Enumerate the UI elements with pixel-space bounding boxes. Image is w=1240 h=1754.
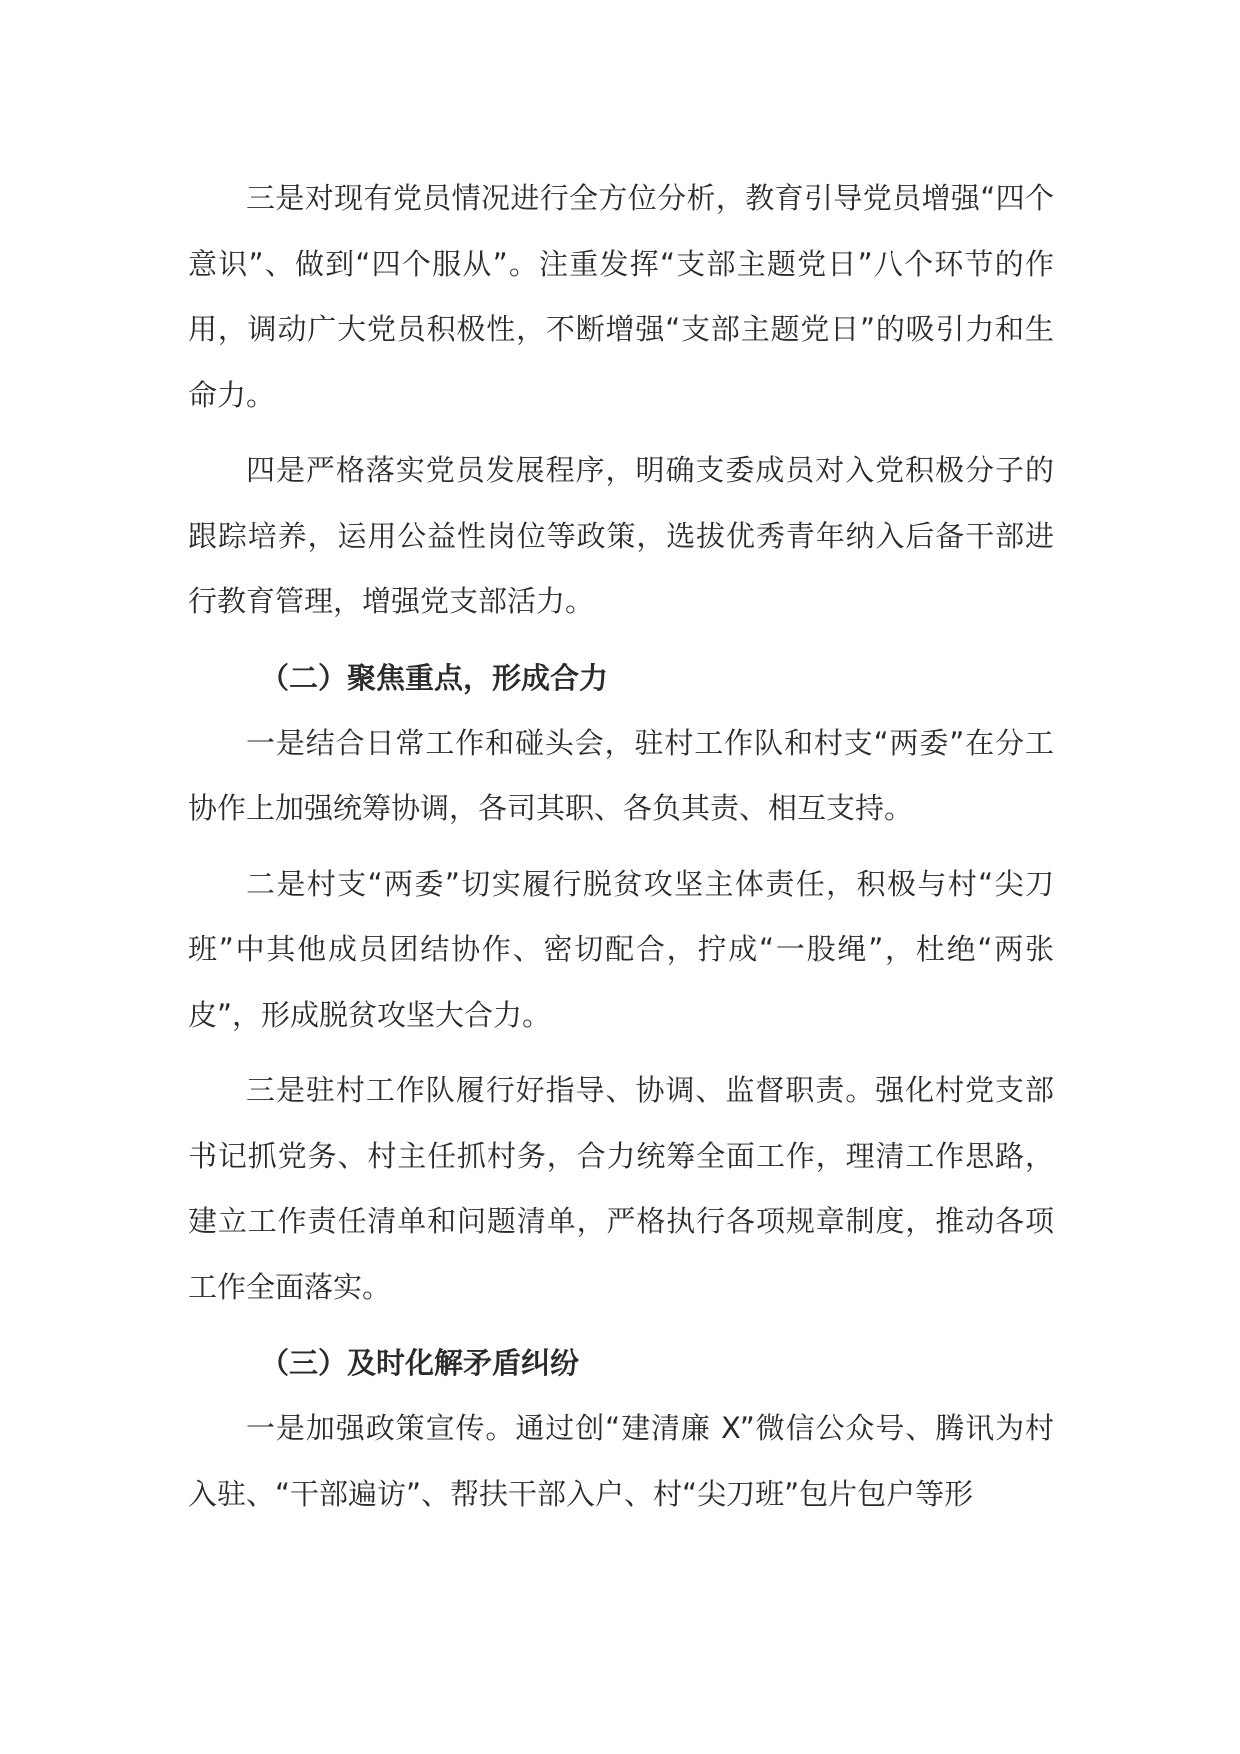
paragraph-party-member-analysis: 三是对现有党员情况进行全方位分析，教育引导党员增强“四个意识”、做到“四个服从”。注重发挥“支部主题党日”八个环节的作用，调动广大党员积极性，不断增强“支部主题党日”的吸引力和生命力。 (188, 181, 1054, 412)
paragraph-member-development: 四是严格落实党员发展程序，明确支委成员对入党积极分子的跟踪培养，运用公益性岗位等政策，选拔优秀青年纳入后备干部进行教育管理，增强党支部活力。 (188, 453, 1054, 618)
paragraph-policy-promotion: 一是加强政策宣传。通过创“建清廉 X”微信公众号、腾讯为村入驻、“干部遍访”、帮扶干部入户、村“尖刀班”包片包户等形 (188, 1411, 1054, 1511)
paragraph-coordination: 一是结合日常工作和碰头会，驻村工作队和村支“两委”在分工协作上加强统筹协调，各司其职、各负其责、相互支持。 (188, 725, 1054, 825)
section-heading-focus: （二）聚焦重点，形成合力 (260, 660, 609, 695)
document-body (188, 166, 1054, 1537)
paragraph-work-team-duties: 三是驻村工作队履行好指导、协调、监督职责。强化村党支部书记抓党务、村主任抓村务，合力统筹全面工作，理清工作思路，建立工作责任清单和问题清单，严格执行各项规章制度，推动各项工作全面落实。 (188, 1073, 1054, 1304)
section-heading-disputes: （三）及时化解矛盾纠纷 (260, 1346, 580, 1380)
paragraph-responsibility: 二是村支“两委”切实履行脱贫攻坚主体责任，积极与村“尖刀班”中其他成员团结协作、密切配合，拧成“一股绳”，杜绝“两张皮”，形成脱贫攻坚大合力。 (188, 866, 1054, 1032)
